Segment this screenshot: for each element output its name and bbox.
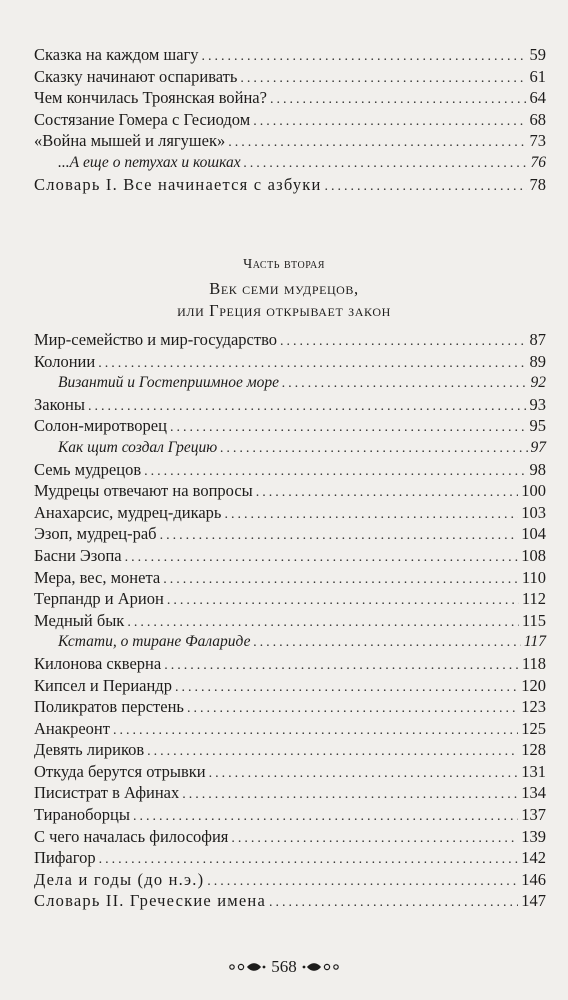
toc-entry: [34, 610, 546, 632]
dot-leader: [270, 89, 527, 111]
part-label: Часть вторая: [243, 257, 325, 272]
toc-entry-page: 120: [521, 675, 546, 695]
dot-leader: [99, 849, 519, 871]
toc-entry-title: Словарь I. Все начинается с азбуки: [34, 174, 322, 194]
toc-entry: [34, 174, 546, 196]
toc-entry-page: 117: [523, 633, 546, 651]
toc-entry-page: 73: [529, 131, 546, 151]
toc-entry: [34, 696, 546, 718]
dot-leader: [256, 482, 518, 504]
dot-leader: [160, 525, 519, 547]
toc-entry-title: Колонии: [34, 351, 96, 371]
toc-entry-page: 134: [521, 783, 546, 803]
dot-leader: [88, 396, 527, 418]
toc-entry-title: Кстати, о тиране Фалариде: [58, 633, 251, 651]
toc-entry-page: 61: [529, 66, 546, 86]
toc-entry-page: 139: [521, 826, 546, 846]
dot-leader: [144, 461, 526, 483]
toc-entry: [34, 675, 546, 697]
toc-entry: [34, 869, 546, 891]
toc-entry-page: 125: [521, 718, 546, 738]
dot-leader: [280, 331, 526, 353]
toc-entry: [34, 109, 546, 131]
dot-leader: [253, 632, 520, 654]
dot-leader: [224, 504, 518, 526]
toc-entry-page: 142: [521, 848, 546, 868]
part-title-line-2: или Греция открывает закон: [177, 301, 391, 320]
toc-entry: [34, 588, 546, 610]
toc-entry-title: С чего началась философия: [34, 826, 229, 846]
dot-leader: [127, 612, 519, 634]
toc-entry-page: 78: [529, 174, 546, 194]
dot-leader: [175, 677, 518, 699]
toc-entry-title: Басни Эзопа: [34, 545, 122, 565]
toc-entry: [34, 890, 546, 912]
toc-entry: [34, 847, 546, 869]
right-ornament-icon: [301, 961, 341, 973]
toc-entry-page: 97: [530, 438, 546, 456]
toc-entry-page: 112: [521, 589, 546, 609]
dot-leader: [98, 353, 526, 375]
toc-entry-page: 146: [521, 869, 546, 889]
toc-entry: [34, 653, 546, 675]
toc-entry: [34, 372, 546, 394]
toc-entry-title: Тираноборцы: [34, 805, 130, 825]
toc-entry-title: Солон-миротворец: [34, 416, 167, 436]
dot-leader: [269, 892, 518, 914]
toc-entry: [34, 761, 546, 783]
toc-part-1: [34, 44, 546, 195]
toc-entry-title: Сказка на каждом шагу: [34, 45, 199, 64]
dot-leader: [147, 741, 518, 763]
dot-leader: [113, 720, 518, 742]
toc-entry-page: 131: [521, 761, 546, 781]
toc-entry-title: Поликратов перстень: [34, 697, 184, 717]
toc-entry: [34, 718, 546, 740]
toc-entry: [34, 523, 546, 545]
dot-leader: [170, 417, 527, 439]
toc-entry-title: Девять лириков: [34, 740, 145, 760]
toc-entry-title: Чем кончилась Троянская война?: [34, 88, 267, 108]
toc-entry-title: Сказку начинают оспаривать: [34, 66, 238, 86]
dot-leader: [207, 871, 518, 893]
toc-entry: [34, 437, 546, 459]
toc-entry: [34, 44, 546, 66]
toc-entry: [34, 152, 546, 174]
toc-entry-title: Мир-семейство и мир-государство: [34, 330, 278, 349]
toc-entry-title: «Война мышей и лягушек»: [34, 131, 226, 151]
left-ornament-icon: [227, 961, 267, 973]
toc-entry-page: 147: [521, 891, 546, 911]
toc-entry-title: Дела и годы (до н.э.): [34, 869, 205, 889]
toc-entry-page: 108: [521, 545, 546, 565]
toc-entry-page: 128: [521, 740, 546, 760]
toc-entry: [34, 782, 546, 804]
toc-entry-page: 93: [529, 394, 546, 414]
toc-entry-page: 123: [521, 697, 546, 717]
toc-entry-title: Состязание Гомера с Гесиодом: [34, 109, 251, 129]
toc-entry-page: 104: [521, 524, 546, 544]
dot-leader: [187, 698, 518, 720]
toc-entry-page: 100: [521, 481, 546, 501]
toc-entry-page: 110: [521, 567, 546, 587]
page-number: 568: [271, 957, 297, 976]
toc-entry: [34, 739, 546, 761]
toc-entry: [34, 804, 546, 826]
toc-part-2: [34, 329, 546, 912]
toc-entry-title: Мудрецы отвечают на вопросы: [34, 481, 253, 501]
dot-leader: [167, 590, 519, 612]
toc-entry-title: Словарь II. Греческие имена: [34, 891, 266, 911]
toc-entry: [34, 87, 546, 109]
toc-entry-page: 95: [529, 416, 546, 436]
dot-leader: [228, 132, 526, 154]
toc-entry-title: Терпандр и Арион: [34, 589, 164, 609]
dot-leader: [240, 68, 526, 90]
page-footer: [0, 957, 568, 977]
dot-leader: [325, 176, 527, 198]
toc-entry-page: 89: [529, 351, 546, 371]
part-title-line-1: Век семи мудрецов,: [209, 279, 359, 298]
toc-entry-page: 76: [530, 153, 546, 171]
toc-entry-page: 92: [530, 374, 546, 392]
toc-entry-title: Семь мудрецов: [34, 459, 142, 479]
toc-entry-title: Византий и Гостеприимное море: [58, 374, 279, 392]
toc-entry-title: Медный бык: [34, 610, 125, 630]
toc-entry-title: Анахарсис, мудрец-дикарь: [34, 502, 222, 522]
toc-entry-title: Килонова скверна: [34, 653, 162, 673]
toc-entry: [34, 351, 546, 373]
dot-leader: [202, 46, 527, 68]
toc-entry-page: 115: [521, 610, 546, 630]
dot-leader: [282, 373, 528, 395]
dot-leader: [220, 438, 527, 460]
toc-entry: [34, 130, 546, 152]
toc-entry: [34, 415, 546, 437]
dot-leader: [164, 655, 519, 677]
toc-entry-title: Писистрат в Афинах: [34, 783, 180, 803]
toc-entry: [34, 66, 546, 88]
toc-entry: [34, 502, 546, 524]
toc-entry: [34, 826, 546, 848]
toc-entry-page: 87: [529, 330, 546, 349]
dot-leader: [133, 806, 518, 828]
toc-entry-page: 103: [521, 502, 546, 522]
toc-entry: [34, 567, 546, 589]
dot-leader: [163, 569, 519, 591]
dot-leader: [182, 784, 518, 806]
dot-leader: [209, 763, 519, 785]
toc-entry-title: Мера, вес, монета: [34, 567, 161, 587]
toc-entry-page: 118: [521, 653, 546, 673]
toc-entry-title: ...А еще о петухах и кошках: [58, 153, 241, 171]
toc-entry-page: 98: [529, 459, 546, 479]
toc-entry-title: Законы: [34, 394, 85, 414]
toc-entry-title: Как щит создал Грецию: [58, 438, 218, 456]
toc-entry: [34, 329, 546, 351]
toc-entry-title: Кипсел и Периандр: [34, 675, 172, 695]
toc-entry-page: 59: [529, 45, 546, 64]
toc-entry: [34, 480, 546, 502]
toc-entry: [34, 631, 546, 653]
toc-entry-page: 68: [529, 109, 546, 129]
toc-entry: [34, 394, 546, 416]
toc-entry-title: Эзоп, мудрец-раб: [34, 524, 157, 544]
dot-leader: [244, 153, 528, 175]
toc-entry-title: Пифагор: [34, 848, 96, 868]
dot-leader: [253, 111, 526, 133]
toc-entry-title: Анакреонт: [34, 718, 110, 738]
toc-entry-title: Откуда берутся отрывки: [34, 761, 206, 781]
toc-entry-page: 64: [529, 88, 546, 108]
toc-entry: [34, 459, 546, 481]
toc-entry: [34, 545, 546, 567]
dot-leader: [231, 828, 518, 850]
dot-leader: [125, 547, 519, 569]
toc-entry-page: 137: [521, 805, 546, 825]
